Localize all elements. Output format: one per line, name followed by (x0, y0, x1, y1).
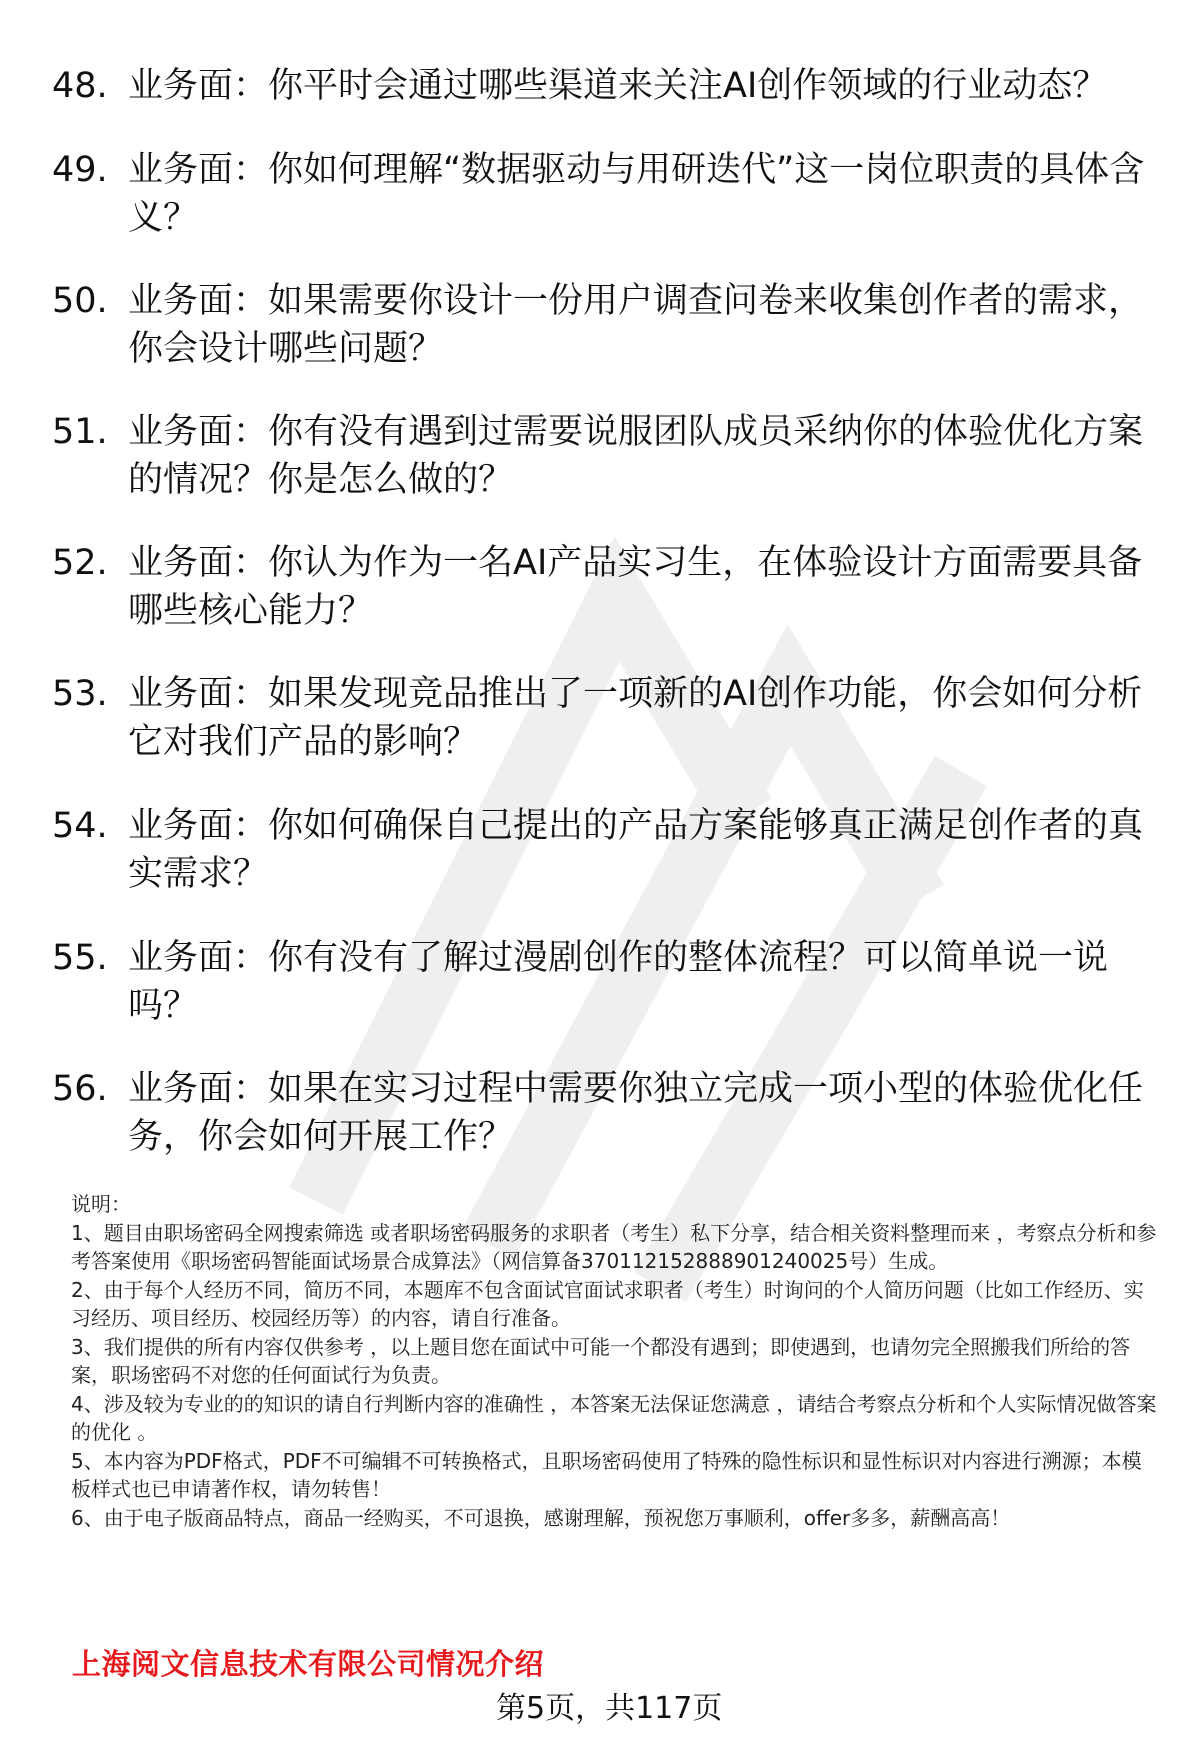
notes-title: 说明： (71, 1192, 131, 1216)
question-text: 业务面：如果发现竞品推出了一项新的AI创作功能，你会如何分析它对我们产品的影响？ (128, 674, 1143, 762)
disclaimer-notes (71, 1190, 1161, 1532)
company-heading: 上海阅文信息技术有限公司情况介绍 (72, 1647, 545, 1681)
question-number: 53. (52, 674, 108, 714)
question-item (52, 62, 1152, 110)
question-number: 51. (52, 412, 108, 452)
question-text: 业务面：如果需要你设计一份用户调查问卷来收集创作者的需求，你会设计哪些问题？ (128, 281, 1144, 369)
question-number: 52. (52, 543, 108, 583)
question-item (52, 277, 1152, 373)
question-text: 业务面：你如何确保自己提出的产品方案能够真正满足创作者的真实需求？ (128, 806, 1144, 894)
question-number: 54. (52, 806, 108, 846)
notes-item: 6、由于电子版商品特点，商品一经购买，不可退换，感谢理解，预祝您万事顺利，offer多多，薪酬高高！ (71, 1505, 1011, 1530)
question-item (52, 934, 1152, 1030)
question-number: 50. (52, 281, 108, 321)
question-number: 49. (52, 150, 108, 190)
question-item (52, 802, 1152, 898)
notes-item: 3、我们提供的所有内容仅供参考 ，以上题目您在面试中可能一个都没有遇到；即使遇到，也请勿完全照搬我们所给的答案，职场密码不对您的任何面试行为负责。 (71, 1334, 1131, 1387)
question-number: 55. (52, 938, 108, 978)
question-text: 业务面：如果在实习过程中需要你独立完成一项小型的体验优化任务，你会如何开展工作？ (128, 1069, 1144, 1157)
notes-item: 1、题目由职场密码全网搜索筛选 或者职场密码服务的求职者（考生）私下分享，结合相关资料整理而来 ，考察点分析和参考答案使用《职场密码智能面试场景合成算法》（网信算备370112152888901240025号）生成。 (71, 1220, 1157, 1273)
question-number: 48. (52, 66, 108, 106)
question-item (52, 670, 1152, 766)
notes-item: 5、本内容为PDF格式，PDF不可编辑不可转换格式，且职场密码使用了特殊的隐性标识和显性标识对内容进行溯源；本模板样式也已申请著作权，请勿转售！ (71, 1448, 1142, 1501)
question-item (52, 408, 1152, 504)
question-text: 业务面：你如何理解“数据驱动与用研迭代”这一岗位职责的具体含义？ (128, 150, 1145, 238)
question-item (52, 539, 1152, 635)
question-number: 56. (52, 1069, 108, 1109)
question-text: 业务面：你有没有了解过漫剧创作的整体流程？可以简单说一说吗？ (128, 938, 1109, 1026)
page-indicator: 第5页，共117页 (496, 1691, 723, 1726)
notes-item: 4、涉及较为专业的的知识的请自行判断内容的准确性 ，本答案无法保证您满意 ，请结合考察点分析和个人实际情况做答案的优化 。 (71, 1391, 1157, 1444)
notes-item: 2、由于每个人经历不同，简历不同，本题库不包含面试官面试求职者（考生）时询问的个人简历问题（比如工作经历、实习经历、项目经历、校园经历等）的内容，请自行准备。 (71, 1277, 1144, 1330)
question-item (52, 1065, 1152, 1161)
question-text: 业务面：你认为作为一名AI产品实习生，在体验设计方面需要具备哪些核心能力？ (128, 543, 1143, 631)
question-text: 业务面：你平时会通过哪些渠道来关注AI创作领域的行业动态？ (128, 66, 1108, 106)
question-item (52, 146, 1152, 242)
question-text: 业务面：你有没有遇到过需要说服团队成员采纳你的体验优化方案的情况？你是怎么做的？ (128, 412, 1144, 500)
